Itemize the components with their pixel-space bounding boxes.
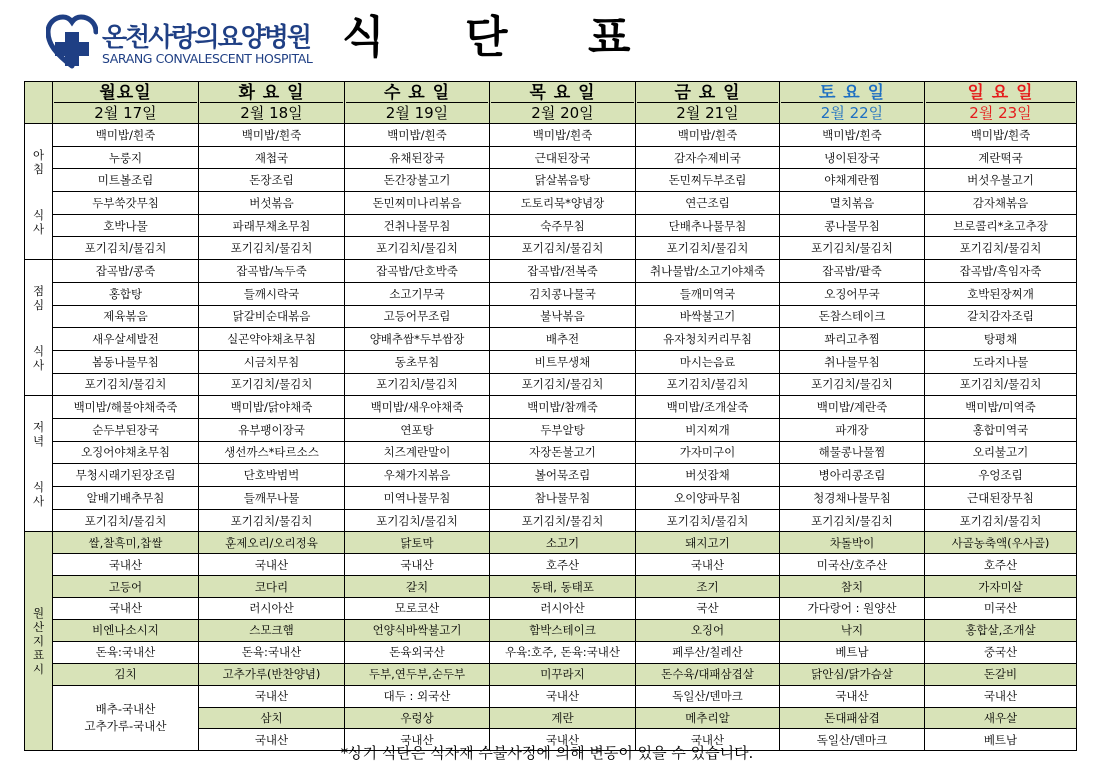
menu-item: 포기김치/물김치 [53, 237, 199, 260]
menu-item: 포기김치/물김치 [53, 509, 199, 532]
origin-food-item: 돈대패삼겹 [780, 707, 925, 729]
origin-food-item: 메추리알 [636, 707, 780, 729]
origin-country-item: 모로코산 [345, 598, 490, 620]
menu-item: 비지찌개 [636, 418, 780, 441]
menu-item: 파래무채초무침 [199, 214, 345, 237]
meal-label-char: 침 [32, 161, 45, 176]
origin-country-item: 국내산 [636, 554, 780, 576]
menu-item: 포기김치/물김치 [199, 237, 345, 260]
origin-food-item: 사골농축액(우사골) [925, 532, 1077, 554]
title-char-1: 식 [342, 12, 385, 63]
menu-item: 순두부된장국 [53, 418, 199, 441]
menu-item: 근대된장국 [490, 146, 636, 169]
menu-item: 파개장 [780, 418, 925, 441]
day-header-cell [925, 82, 1077, 124]
menu-item: 감자채볶음 [925, 192, 1077, 215]
menu-item: 돈간장불고기 [345, 169, 490, 192]
menu-item: 백미밥/새우야채죽 [345, 396, 490, 419]
origin-country-item: 대두 : 외국산 [345, 685, 490, 707]
menu-item: 건취나물무침 [345, 214, 490, 237]
day-name: 목 요 일 [491, 83, 634, 103]
hospital-name-en: SARANG CONVALESCENT HOSPITAL [102, 51, 313, 66]
origin-country-row [25, 598, 1077, 620]
menu-item: 닭갈비순대볶음 [199, 305, 345, 328]
origin-country-item: 중국산 [925, 641, 1077, 663]
menu-item: 멸치볶음 [780, 192, 925, 215]
day-date: 2월 22일 [820, 103, 884, 122]
origin-country-row [25, 641, 1077, 663]
origin-food-item: 차돌박이 [780, 532, 925, 554]
menu-item: 돈참스테이크 [780, 305, 925, 328]
day-header-cell [490, 82, 636, 124]
menu-item: 돈민찌두부조림 [636, 169, 780, 192]
origin-food-item: 훈제오리/오리정육 [199, 532, 345, 554]
origin-food-item: 쌀,찰흑미,찹쌀 [53, 532, 199, 554]
menu-item: 냉이된장국 [780, 146, 925, 169]
lunch-row [25, 328, 1077, 351]
menu-item: 오징어야채초무침 [53, 441, 199, 464]
menu-item: 포기김치/물김치 [490, 509, 636, 532]
menu-item: 두부알탕 [490, 418, 636, 441]
origin-food-row [25, 663, 1077, 685]
origin-food-row [25, 619, 1077, 641]
menu-item: 잡곡밥/팥죽 [780, 260, 925, 283]
menu-item: 무청시래기된장조림 [53, 464, 199, 487]
origin-country-item: 러시아산 [199, 598, 345, 620]
origin-country-item: 러시아산 [490, 598, 636, 620]
origin-country-item: 호주산 [490, 554, 636, 576]
menu-item: 돈장조림 [199, 169, 345, 192]
origin-food-item: 새우살 [925, 707, 1077, 729]
menu-item: 포기김치/물김치 [780, 373, 925, 396]
origin-country-item: 국내산 [780, 685, 925, 707]
menu-item: 불낙볶음 [490, 305, 636, 328]
menu-item: 버섯우불고기 [925, 169, 1077, 192]
menu-item: 봄동나물무침 [53, 350, 199, 373]
menu-item: 미트볼조림 [53, 169, 199, 192]
menu-item: 동초무침 [345, 350, 490, 373]
dinner-row [25, 418, 1077, 441]
menu-item: 백미밥/흰죽 [636, 124, 780, 147]
origin-country-item: 국내산 [199, 685, 345, 707]
meal-label-char: 식 [32, 207, 45, 222]
origin-food-item: 닭토막 [345, 532, 490, 554]
menu-item: 홍합미역국 [925, 418, 1077, 441]
menu-item: 잡곡밥/녹두죽 [199, 260, 345, 283]
menu-item: 닭살볶음탕 [490, 169, 636, 192]
kimchi-origin-line: 배추-국내산 [95, 701, 156, 716]
origin-country-item: 베트남 [780, 641, 925, 663]
meal-label-gap [26, 312, 51, 344]
origin-country-item: 국내산 [490, 685, 636, 707]
page-header [0, 0, 1094, 80]
menu-item: 들깨무나물 [199, 487, 345, 510]
meal-label-char: 저 [32, 419, 45, 434]
corner-cell [25, 82, 53, 124]
menu-item: 미역나물무침 [345, 487, 490, 510]
menu-item: 포기김치/물김치 [345, 237, 490, 260]
menu-item: 치즈계란말이 [345, 441, 490, 464]
menu-item: 누룽지 [53, 146, 199, 169]
origin-food-item: 함박스테이크 [490, 619, 636, 641]
menu-item: 청경채나물무침 [780, 487, 925, 510]
menu-item: 백미밥/흰죽 [199, 124, 345, 147]
origin-food-row [25, 576, 1077, 598]
day-date: 2월 23일 [969, 103, 1032, 122]
origin-label-char: 표 [32, 648, 45, 663]
menu-item: 포기김치/물김치 [925, 237, 1077, 260]
origin-food-item: 돼지고기 [636, 532, 780, 554]
day-date: 2월 19일 [385, 103, 449, 122]
lunch-row [25, 305, 1077, 328]
menu-item: 포기김치/물김치 [636, 509, 780, 532]
menu-item: 야채계란찜 [780, 169, 925, 192]
origin-food-item: 삼치 [199, 707, 345, 729]
origin-country-item: 미국산 [925, 598, 1077, 620]
origin-food-item: 고등어 [53, 576, 199, 598]
day-name: 월요일 [54, 83, 197, 103]
origin-country-item: 우육:호주, 돈육:국내산 [490, 641, 636, 663]
menu-item: 포기김치/물김치 [636, 237, 780, 260]
origin-food-item: 김치 [53, 663, 199, 685]
origin-country-item: 국내산 [490, 729, 636, 751]
origin-food-item: 돈수육/대패삼겹살 [636, 663, 780, 685]
origin-country-item: 국내산 [53, 598, 199, 620]
menu-item: 바싹불고기 [636, 305, 780, 328]
menu-item: 포기김치/물김치 [780, 509, 925, 532]
menu-item: 탕평채 [925, 328, 1077, 351]
origin-country-item: 국내산 [925, 685, 1077, 707]
origin-country-item: 국내산 [53, 554, 199, 576]
menu-item: 연포탕 [345, 418, 490, 441]
menu-item: 잡곡밥/흑임자죽 [925, 260, 1077, 283]
menu-item: 홍합탕 [53, 282, 199, 305]
lunch-row [25, 373, 1077, 396]
day-date: 2월 21일 [676, 103, 739, 122]
meal-label-char: 사 [32, 357, 45, 372]
meal-label-gap [26, 448, 51, 480]
menu-item: 포기김치/물김치 [345, 509, 490, 532]
menu-item: 시금치무침 [199, 350, 345, 373]
menu-item: 포기김치/물김치 [490, 237, 636, 260]
menu-item: 두부쑥갓무침 [53, 192, 199, 215]
origin-label-char: 원 [32, 606, 45, 621]
menu-item: 잡곡밥/단호박죽 [345, 260, 490, 283]
menu-item: 호박나물 [53, 214, 199, 237]
dinner-row [25, 487, 1077, 510]
menu-item: 호박된장찌개 [925, 282, 1077, 305]
menu-item: 포기김치/물김치 [345, 373, 490, 396]
menu-item: 비트무생채 [490, 350, 636, 373]
origin-country-item: 국내산 [345, 729, 490, 751]
menu-item: 잡곡밥/콩죽 [53, 260, 199, 283]
origin-food-item: 오징어 [636, 619, 780, 641]
menu-item: 유부팽이장국 [199, 418, 345, 441]
menu-item: 백미밥/참깨죽 [490, 396, 636, 419]
menu-item: 알배기배추무침 [53, 487, 199, 510]
origin-food-item: 조기 [636, 576, 780, 598]
origin-country-item: 국내산 [345, 554, 490, 576]
menu-item: 버섯볶음 [199, 192, 345, 215]
origin-country-item: 독일산/덴마크 [780, 729, 925, 751]
menu-item: 포기김치/물김치 [925, 373, 1077, 396]
menu-item: 볼어묵조림 [490, 464, 636, 487]
menu-item: 유채된장국 [345, 146, 490, 169]
origin-food-item: 고추가루(반찬양념) [199, 663, 345, 685]
breakfast-row [25, 214, 1077, 237]
breakfast-row [25, 237, 1077, 260]
menu-item: 단배추나물무침 [636, 214, 780, 237]
origin-country-item: 베트남 [925, 729, 1077, 751]
menu-item: 감자수제비국 [636, 146, 780, 169]
origin-label-char: 산 [32, 620, 45, 635]
menu-item: 포기김치/물김치 [636, 373, 780, 396]
day-name: 화 요 일 [200, 83, 343, 103]
menu-item: 백미밥/흰죽 [345, 124, 490, 147]
menu-item: 꽈리고추찜 [780, 328, 925, 351]
origin-country-item: 독일산/덴마크 [636, 685, 780, 707]
menu-item: 실곤약야채초무침 [199, 328, 345, 351]
day-header-row [25, 82, 1077, 124]
menu-item: 갈치감자조림 [925, 305, 1077, 328]
menu-item: 포기김치/물김치 [780, 237, 925, 260]
menu-item: 연근조림 [636, 192, 780, 215]
breakfast-label [25, 124, 53, 260]
origin-label [25, 532, 53, 751]
day-name: 수 요 일 [346, 83, 488, 103]
menu-item: 포기김치/물김치 [925, 509, 1077, 532]
hospital-name-ko: 온천사랑의요양병원 [102, 23, 311, 53]
day-header-cell [780, 82, 925, 124]
menu-item: 제육볶음 [53, 305, 199, 328]
menu-item: 마시는음료 [636, 350, 780, 373]
menu-item: 병아리콩조림 [780, 464, 925, 487]
origin-country-row [25, 685, 1077, 707]
weekly-menu-table [24, 81, 1077, 751]
menu-item: 생선까스*타르소스 [199, 441, 345, 464]
day-header-cell [199, 82, 345, 124]
menu-item: 도토리묵*양념장 [490, 192, 636, 215]
menu-item: 취나물무침 [780, 350, 925, 373]
day-header-cell [345, 82, 490, 124]
day-date: 2월 18일 [240, 103, 303, 122]
origin-label-char: 지 [32, 634, 45, 649]
menu-item: 백미밥/흰죽 [780, 124, 925, 147]
dinner-row [25, 396, 1077, 419]
menu-item: 우엉조림 [925, 464, 1077, 487]
breakfast-row [25, 146, 1077, 169]
menu-item: 취나물밥/소고기야채죽 [636, 260, 780, 283]
day-date: 2월 17일 [94, 103, 157, 122]
origin-food-item: 동태, 동태포 [490, 576, 636, 598]
menu-change-notice: *상기 식단은 식자재 수불사정에 의해 변동이 있을 수 있습니다. [340, 744, 754, 762]
meal-label-char: 식 [32, 343, 45, 358]
menu-item: 오리불고기 [925, 441, 1077, 464]
kimchi-origin-note [53, 685, 199, 751]
origin-food-item: 계란 [490, 707, 636, 729]
menu-item: 김치콩나물국 [490, 282, 636, 305]
menu-item: 들깨시락국 [199, 282, 345, 305]
day-name: 토 요 일 [781, 83, 923, 103]
menu-item: 우채가지볶음 [345, 464, 490, 487]
origin-country-item: 호주산 [925, 554, 1077, 576]
menu-item: 백미밥/흰죽 [490, 124, 636, 147]
origin-food-item: 비엔나소시지 [53, 619, 199, 641]
lunch-label [25, 260, 53, 396]
menu-item: 백미밥/흰죽 [925, 124, 1077, 147]
menu-item: 잡곡밥/전복죽 [490, 260, 636, 283]
origin-country-item: 페루산/칠레산 [636, 641, 780, 663]
breakfast-row [25, 124, 1077, 147]
menu-item: 참나물무침 [490, 487, 636, 510]
day-name: 일 요 일 [926, 83, 1075, 103]
origin-food-item: 갈치 [345, 576, 490, 598]
origin-country-item: 미국산/호주산 [780, 554, 925, 576]
origin-food-item: 두부,연두부,순두부 [345, 663, 490, 685]
menu-item: 돈민찌미나리볶음 [345, 192, 490, 215]
menu-item: 고등어무조림 [345, 305, 490, 328]
origin-food-item: 스모크햄 [199, 619, 345, 641]
origin-country-item: 국내산 [636, 729, 780, 751]
origin-food-item: 소고기 [490, 532, 636, 554]
origin-food-item: 언양식바싹불고기 [345, 619, 490, 641]
origin-food-item: 돈갈비 [925, 663, 1077, 685]
breakfast-row [25, 169, 1077, 192]
lunch-row [25, 350, 1077, 373]
origin-food-row [25, 532, 1077, 554]
menu-item: 들깨미역국 [636, 282, 780, 305]
menu-item: 재첩국 [199, 146, 345, 169]
day-date: 2월 20일 [531, 103, 594, 122]
menu-item: 포기김치/물김치 [53, 373, 199, 396]
origin-country-item: 돈육:국내산 [199, 641, 345, 663]
origin-food-item: 낙지 [780, 619, 925, 641]
menu-item: 브로콜리*초고추장 [925, 214, 1077, 237]
menu-item: 배추전 [490, 328, 636, 351]
menu-item: 양배추쌈*두부쌈장 [345, 328, 490, 351]
lunch-row [25, 260, 1077, 283]
menu-item: 오징어무국 [780, 282, 925, 305]
origin-country-item: 국내산 [199, 554, 345, 576]
origin-country-item: 가다랑어 : 원양산 [780, 598, 925, 620]
menu-item: 백미밥/계란죽 [780, 396, 925, 419]
origin-food-item: 닭안심/닭가슴살 [780, 663, 925, 685]
heart-cross-icon [46, 14, 98, 70]
meal-label-char: 사 [32, 221, 45, 236]
menu-item: 백미밥/닭야채죽 [199, 396, 345, 419]
menu-item: 유자청치커리무침 [636, 328, 780, 351]
origin-food-item: 홍합살,조개살 [925, 619, 1077, 641]
origin-food-item: 미꾸라지 [490, 663, 636, 685]
meal-label-char: 사 [32, 493, 45, 508]
menu-item: 콩나물무침 [780, 214, 925, 237]
menu-item: 포기김치/물김치 [490, 373, 636, 396]
menu-item: 백미밥/조개살죽 [636, 396, 780, 419]
meal-label-char: 식 [32, 479, 45, 494]
dinner-row [25, 509, 1077, 532]
dinner-label [25, 396, 53, 532]
menu-item: 백미밥/미역죽 [925, 396, 1077, 419]
origin-food-item: 우렁상 [345, 707, 490, 729]
origin-label-char: 시 [32, 662, 45, 677]
dinner-row [25, 464, 1077, 487]
dinner-row [25, 441, 1077, 464]
menu-item: 단호박범벅 [199, 464, 345, 487]
menu-item: 도라지나물 [925, 350, 1077, 373]
menu-item: 새우살세발전 [53, 328, 199, 351]
menu-item: 백미밥/해물야채죽죽 [53, 396, 199, 419]
origin-food-item: 코다리 [199, 576, 345, 598]
menu-item: 백미밥/흰죽 [53, 124, 199, 147]
title-char-2: 단 [465, 12, 508, 63]
menu-item: 숙주무침 [490, 214, 636, 237]
menu-item: 소고기무국 [345, 282, 490, 305]
origin-food-item: 가자미살 [925, 576, 1077, 598]
meal-label-char: 아 [32, 147, 45, 162]
meal-label-char: 녁 [32, 433, 45, 448]
menu-item: 포기김치/물김치 [199, 509, 345, 532]
day-header-cell [53, 82, 199, 124]
menu-item: 근대된장무침 [925, 487, 1077, 510]
day-name: 금 요 일 [637, 83, 778, 103]
title-char-3: 표 [588, 12, 631, 63]
origin-country-item: 국내산 [199, 729, 345, 751]
origin-country-row [25, 554, 1077, 576]
hospital-logo [46, 14, 316, 72]
origin-country-item: 국산 [636, 598, 780, 620]
origin-country-item: 돈육:국내산 [53, 641, 199, 663]
menu-item: 버섯잡채 [636, 464, 780, 487]
menu-item: 가자미구이 [636, 441, 780, 464]
menu-item: 오이양파무침 [636, 487, 780, 510]
kimchi-origin-line: 고추가루-국내산 [84, 718, 167, 733]
meal-label-gap [26, 176, 51, 208]
lunch-row [25, 282, 1077, 305]
day-header-cell [636, 82, 780, 124]
menu-item: 자장돈불고기 [490, 441, 636, 464]
menu-item: 포기김치/물김치 [199, 373, 345, 396]
meal-label-char: 점 [32, 283, 45, 298]
origin-country-item: 돈육외국산 [345, 641, 490, 663]
breakfast-row [25, 192, 1077, 215]
origin-food-item: 참치 [780, 576, 925, 598]
menu-item: 계란떡국 [925, 146, 1077, 169]
menu-item: 해물콩나물찜 [780, 441, 925, 464]
meal-label-char: 심 [32, 297, 45, 312]
